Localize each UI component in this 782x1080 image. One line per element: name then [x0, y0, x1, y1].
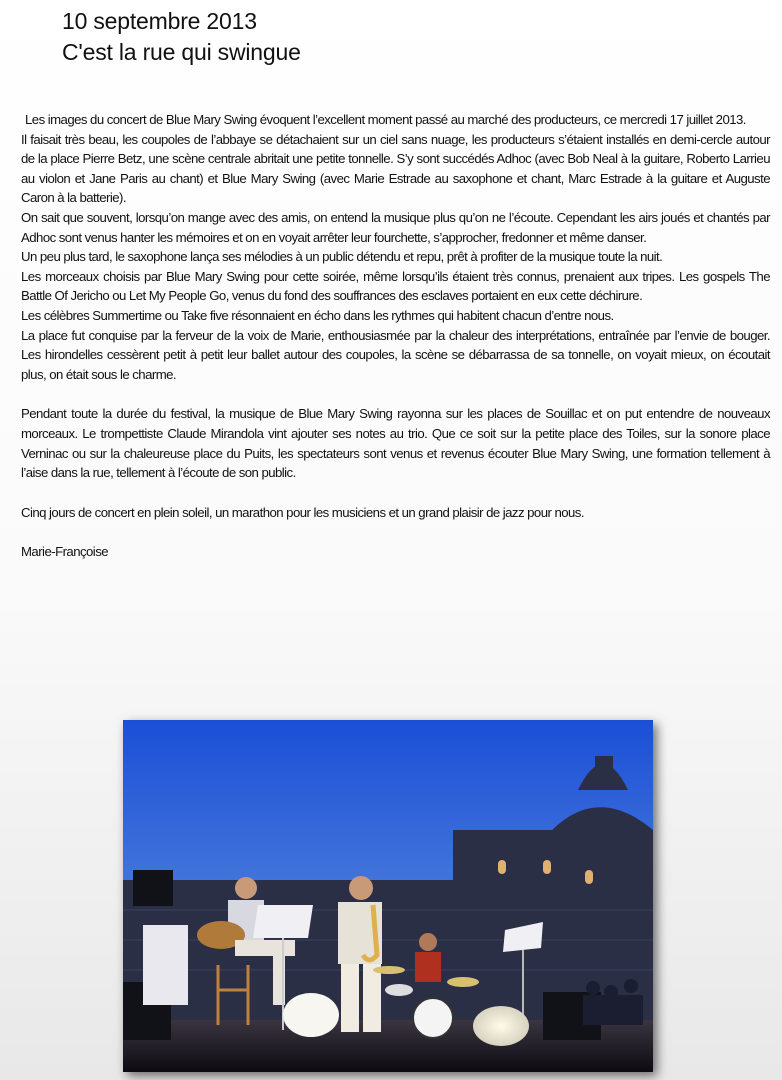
article-body	[21, 110, 770, 562]
paragraph: Il faisait très beau, les coupoles de l’abbaye se détachaient sur un ciel sans nuage, les producteurs s’étaient installés en demi-cercle autour de la place Pierre Betz, une scène centrale abritait une petite tonnelle. S’y sont succédés Adhoc (avec Bob Neal à la guitare, Roberto Larrieu au violon et Jane Paris au chant) et Blue Mary Swing (avec Marie Estrade au saxophone et chant, Marc Estrade à la guitare et Auguste Caron à la batterie).	[21, 131, 770, 206]
concert-photo	[123, 720, 653, 1072]
article-header	[62, 6, 301, 68]
paragraph: La place fut conquise par la ferveur de la voix de Marie, enthousiasmée par la chaleur des interprétations, entraînée par l’envie de bouger. Les hirondelles cessèrent petit à petit leur ballet autour des coupoles, la scène se débarrassa de sa tonnelle, on voyait mieux, on écoutait plus, on était sous le charme.	[21, 327, 770, 382]
spacer	[21, 483, 770, 503]
left-panel	[143, 925, 188, 1005]
concert-photo-illustration	[123, 720, 653, 1072]
paragraph: Pendant toute la durée du festival, la musique de Blue Mary Swing rayonna sur les places de Souillac et on put entendre de nouveaux morceaux. Le trompettiste Claude Mirandola vint ajouter ses notes au trio. Que ce soit sur la petite place des Toiles, sur la sonore place Verninac ou sur la chaleureuse place du Puits, les spectateurs sont venus et revenus écouter Blue Mary Swing, une formation tellement à l’aise dans la rue, tellement à l’écoute de son public.	[21, 406, 770, 481]
stage-light-box	[283, 993, 339, 1037]
paragraph: Les images du concert de Blue Mary Swing évoquent l’excellent moment passé au marché des producteurs, ce mercredi 17 juillet 2013.	[25, 112, 746, 127]
article-date: 10 septembre 2013	[62, 8, 257, 34]
paragraph: Les célèbres Summertime ou Take five résonnaient en écho dans les rythmes qui habitent chacun d’entre nous.	[21, 307, 614, 323]
paragraph: Cinq jours de concert en plein soleil, un marathon pour les musiciens et un grand plaisir de jazz pour nous.	[21, 504, 584, 520]
paragraph: Un peu plus tard, le saxophone lança ses mélodies à un public détendu et repu, prêt à profiter de la musique toute la nuit.	[21, 249, 663, 265]
spacer	[21, 522, 770, 542]
spacer	[21, 384, 770, 404]
stage-light-globe	[473, 1006, 529, 1046]
article-title: C'est la rue qui swingue	[62, 39, 301, 65]
audience	[583, 979, 643, 1025]
paragraph: On sait que souvent, lorsqu’on mange avec des amis, on entend la musique plus qu’on ne l’écoute. Cependant les airs joués et chantés par Adhoc sont venus hanter les mémoires et on en voyait arrêter leur fourchette, s’approcher, fredonner et même danser.	[21, 209, 770, 245]
paragraph: Les morceaux choisis par Blue Mary Swing pour cette soirée, même lorsqu’ils étaient très connus, prenaient aux tripes. Les gospels The Battle Of Jericho ou Let My People Go, venus du fond des souffrances des esclaves portaient en eux cette déchirure.	[21, 268, 770, 304]
signature: Marie-Françoise	[21, 544, 109, 560]
